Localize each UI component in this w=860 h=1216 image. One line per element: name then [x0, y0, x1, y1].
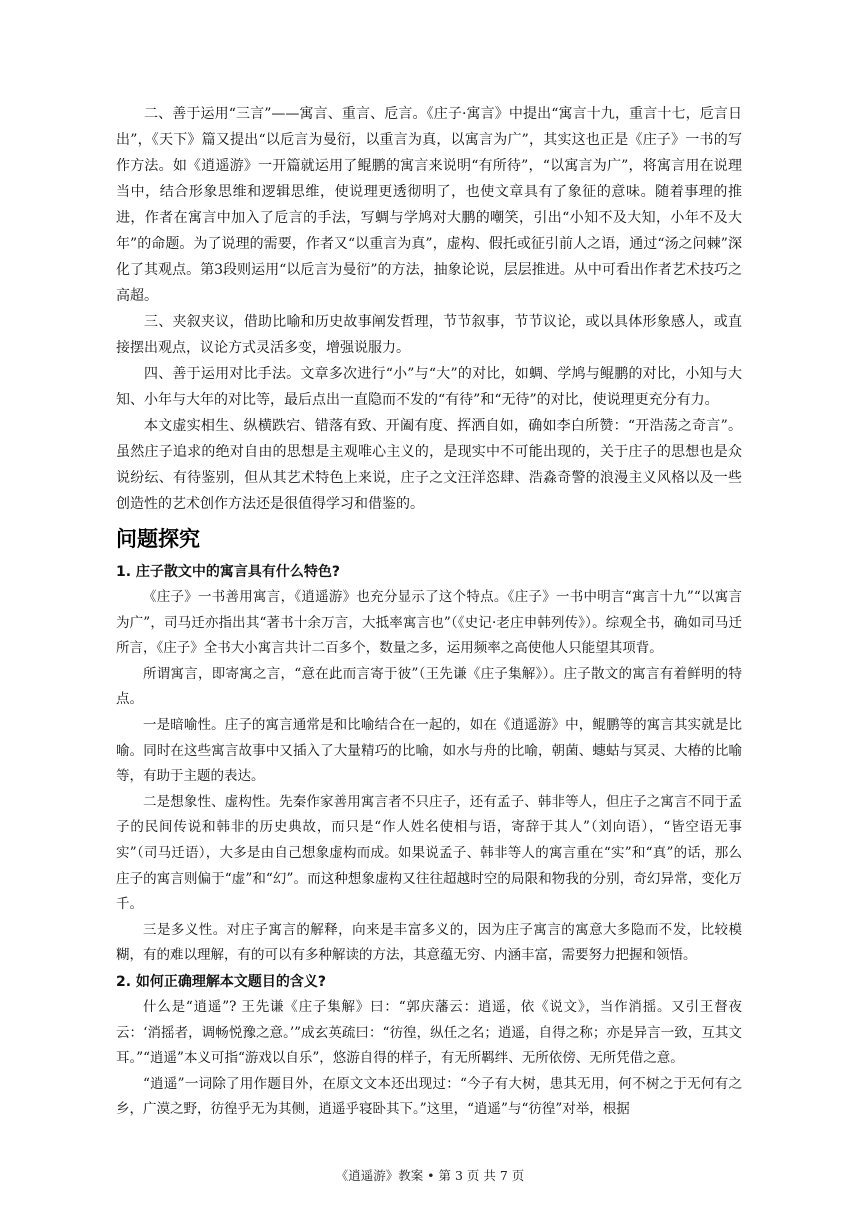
answer-1-paragraph: 《庄子》一书善用寓言，《逍遥游》也充分显示了这个特点。《庄子》一书中明言“寓言十九”“以寓言为广”，司马迁亦指出其“著书十余万言，大抵率寓言也”（《史记·老庄申韩列传》）。综观全书，确如司马迁所言，《庄子》全书大小寓言共计二百多个，数量之多，运用频率之高使他人只能望其项背。 — [116, 589, 742, 657]
answer-1-paragraph: 三是多义性。对庄子寓言的解释，向来是丰富多义的，因为庄子寓言的寓意大多隐而不发，比较模糊，有的难以理解，有的可以有多种解读的方法，其意蕴无穷、内涵丰富，需要努力把握和领悟。 — [116, 921, 742, 964]
paragraph-summary: 本文虚实相生、纵横跌宕、错落有致、开阖有度、挥洒自如，确如李白所赞：“开浩荡之奇言”。虽然庄子追求的绝对自由的思想是主观唯心主义的，是现实中不可能出现的，关于庄子的思想也是众说纷纭、有待鉴别，但从其艺术特色上来说，庄子之文汪洋恣肆、浩淼奇警的浪漫主义风格以及一些创造性的艺术创作方法还是很值得学习和借鉴的。 — [116, 418, 742, 512]
question-1: 1. 庄子散文中的寓言具有什么特色? — [116, 564, 341, 580]
answer-2-paragraph: “逍遥”一词除了用作题目外，在原文文本还出现过：“今子有大树，患其无用，何不树之于无何有之乡，广漠之野，彷徨乎无为其侧，逍遥乎寝卧其下。”这里，“逍遥”与“彷徨”对举，根据 — [116, 1075, 742, 1118]
page-content — [116, 101, 742, 1123]
question-2: 2. 如何正确理解本文题目的含义? — [116, 973, 327, 990]
answer-1-paragraph: 所谓寓言，即寄寓之言，“意在此而言寄于彼”（王先谦《庄子集解》）。庄子散文的寓言有着鲜明的特点。 — [116, 665, 742, 708]
answer-2-paragraph: 什么是“逍遥”? 王先谦《庄子集解》曰：“郭庆藩云：逍遥，依《说文》，当作消摇。又引王督夜云：‘消摇者，调畅悦豫之意。’”成玄英疏曰：“彷徨，纵任之名；逍遥，自得之称；亦是异言一致，互其文耳。”“逍遥”本义可指“游戏以自乐”，悠游自得的样子，有无所羁绊、无所依傍、无所凭借之意。 — [116, 998, 742, 1067]
paragraph-jia-xu-jia-yi: 三、夹叙夹议，借助比喻和历史故事阐发哲理，节节叙事，节节议论，或以具体形象感人，或直接摆出观点，议论方式灵活多变，增强说服力。 — [116, 314, 742, 356]
page-footer: 《逍遥游》教案 • 第 3 页 共 7 页 — [335, 1168, 525, 1183]
paragraph-dui-bi: 四、善于运用对比手法。文章多次进行“小”与“大”的对比，如蜩、学鸠与鲲鹏的对比，小知与大知、小年与大年的对比等，最后点出一直隐而不发的“有待”和“无待”的对比，使说理更充分有力。 — [116, 366, 742, 408]
answer-1-paragraph: 二是想象性、虚构性。先秦作家善用寓言者不只庄子，还有孟子、韩非等人，但庄子之寓言不同于孟子的民间传说和韩非的历史典故，而只是“作人姓名使相与语，寄辞于其人”（刘向语），“皆空语无事实”（司马迁语），大多是由自己想象虚构而成。如果说孟子、韩非等人的寓言重在“实”和“真”的话，那么庄子的寓言则偏于“虚”和“幻”。而这种想象虚构又往往超越时空的局限和物我的分别，奇幻异常，变化万千。 — [116, 793, 742, 913]
paragraph-san-yan: 二、善于运用“三言”——寓言、重言、卮言。《庄子·寓言》中提出“寓言十九，重言十七，卮言日出”，《天下》篇又提出“以卮言为曼衍，以重言为真，以寓言为广”，其实这也正是《庄子》一书的写作方法。如《逍遥游》一开篇就运用了鲲鹏的寓言来说明“有所待”，“以寓言为广”，将寓言用在说理当中，结合形象思维和逻辑思维，使说理更透彻明了，也使文章具有了象征的意味。随着事理的推进，作者在寓言中加入了卮言的手法，写蜩与学鸠对大鹏的嘲笑，引出“小知不及大知，小年不及大年”的命题。为了说理的需要，作者又“以重言为真”，虚构、假托或征引前人之语，通过“汤之问棘”深化了其观点。第3段则运用“以卮言为曼衍”的方法，抽象论说，层层推进。从中可看出作者艺术技巧之高超。 — [116, 106, 742, 304]
section-title: 问题探究 — [116, 527, 200, 551]
answer-1-paragraph: 一是暗喻性。庄子的寓言通常是和比喻结合在一起的，如在《逍遥游》中，鲲鹏等的寓言其实就是比喻。同时在这些寓言故事中又插入了大量精巧的比喻，如水与舟的比喻，朝菌、蟪蛄与冥灵、大椿的比喻等，有助于主题的表达。 — [116, 716, 742, 785]
